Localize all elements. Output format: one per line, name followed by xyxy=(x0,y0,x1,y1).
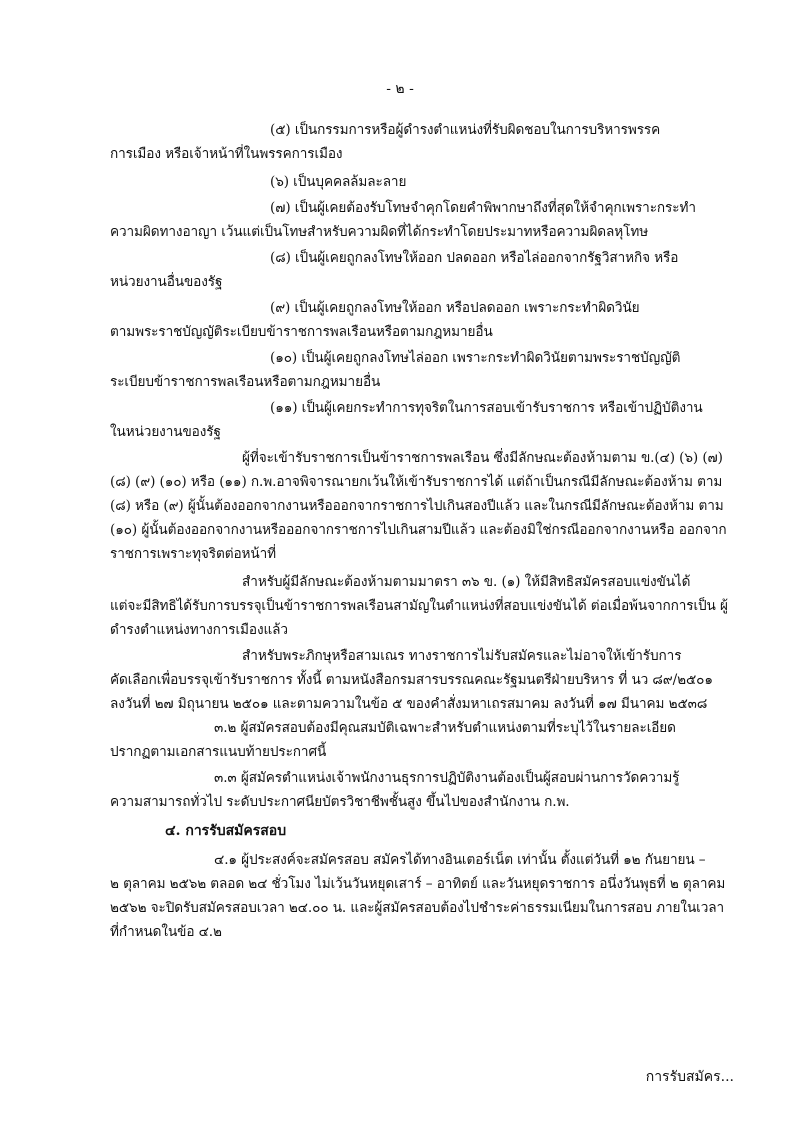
paragraph-body: คัดเลือกเพื่อบรรจุเข้ารับราชการ ทั้งนี้ ตามหนังสือกรมสารบรรณคณะรัฐมนตรีฝ่ายบริหาร ที่ นว ๘๙/๒๕๐๑ ลงวันที่ ๒๗ มิถุนายน ๒๕๐๑ และตามความในข้อ ๕ ของคำสั่งมหาเถรสมาคม ลงวันที่ ๑๗ มีนาคม ๒๕๓๘ xyxy=(110,672,713,712)
paragraph-first-line: ๓.๓ ผู้สมัครตำแหน่งเจ้าพนักงานธุรการปฏิบัติงานต้องเป็นผู้สอบผ่านการวัดความรู้ xyxy=(214,770,680,786)
paragraph-first-line: สำหรับผู้มีลักษณะต้องห้ามตามมาตรา ๓๖ ข. (๑) ให้มีสิทธิสมัครสอบแข่งขันได้ xyxy=(242,574,691,590)
item-continuation: ในหน่วยงานของรัฐ xyxy=(110,424,221,440)
paragraph-exemption xyxy=(110,446,730,566)
paragraph-body: แต่จะมีสิทธิได้รับการบรรจุเป็นข้าราชการพลเรือนสามัญในตำแหน่งที่สอบแข่งขันได้ ต่อเมื่อพ้นจากการเป็น ผู้ดำรงตำแหน่งทางการเมืองแล้ว xyxy=(110,598,728,638)
item-first-line: (๑๑) เป็นผู้เคยกระทำการทุจริตในการสอบเข้ารับราชการ หรือเข้าปฏิบัติงาน xyxy=(270,400,703,416)
paragraph-4-1 xyxy=(110,848,730,944)
list-item xyxy=(110,196,730,244)
item-continuation: หน่วยงานอื่นของรัฐ xyxy=(110,274,223,290)
item-first-line: (๖) เป็นบุคคลล้มละลาย xyxy=(270,174,407,190)
paragraph-3-2 xyxy=(110,716,730,764)
paragraph-first-line: ผู้ที่จะเข้ารับราชการเป็นข้าราชการพลเรือน ซึ่งมีลักษณะต้องห้ามตาม ข.(๔) (๖) (๗) xyxy=(242,450,723,466)
item-first-line: (๙) เป็นผู้เคยถูกลงโทษให้ออก หรือปลดออก เพราะกระทำผิดวินัย xyxy=(270,300,640,316)
paragraph-3-3 xyxy=(110,766,730,814)
list-item xyxy=(110,246,730,294)
list-item xyxy=(110,118,730,166)
item-first-line: (๑๐) เป็นผู้เคยถูกลงโทษไล่ออก เพราะกระทำผิดวินัยตามพระราชบัญญัติ xyxy=(270,350,681,366)
item-first-line: (๕) เป็นกรรมการหรือผู้ดำรงตำแหน่งที่รับผิดชอบในการบริหารพรรค xyxy=(270,122,661,138)
paragraph-body: ปรากฏตามเอกสารแนบท้ายประกาศนี้ xyxy=(110,744,327,760)
list-item xyxy=(110,346,730,394)
item-continuation: ตามพระราชบัญญัติระเบียบข้าราชการพลเรือนหรือตามกฎหมายอื่น xyxy=(110,324,493,340)
paragraph-political-position xyxy=(110,570,730,642)
list-item xyxy=(110,170,730,194)
list-item xyxy=(110,396,730,444)
page-number: - ๒ - xyxy=(386,81,414,97)
paragraph-first-line: ๓.๒ ผู้สมัครสอบต้องมีคุณสมบัติเฉพาะสำหรับตำแหน่งตามที่ระบุไว้ในรายละเอียด xyxy=(214,720,676,736)
paragraph-first-line: สำหรับพระภิกษุหรือสามเณร ทางราชการไม่รับสมัครและไม่อาจให้เข้ารับการ xyxy=(242,648,682,664)
paragraph-body: ความสามารถทั่วไป ระดับประกาศนียบัตรวิชาชีพชั้นสูง ขึ้นไปของสำนักงาน ก.พ. xyxy=(110,794,570,810)
section-heading: ๔. การรับสมัครสอบ xyxy=(165,823,287,839)
continuation-footer: การรับสมัคร... xyxy=(645,1069,734,1085)
item-continuation: ความผิดทางอาญา เว้นแต่เป็นโทษสำหรับความผิดที่ได้กระทำโดยประมาทหรือความผิดลหุโทษ xyxy=(110,224,649,240)
paragraph-body: (๘) (๙) (๑๐) หรือ (๑๑) ก.พ.อาจพิจารณายกเว้นให้เข้ารับราชการได้ แต่ถ้าเป็นกรณีมีลักษณะต้องห้าม ตาม (๘) หรือ (๙) ผู้นั้นต้องออกจากงานหรือออกจากราชการไปเกินสองปีแล้ว และในกรณีมีลักษณะต้องห้าม ตาม (๑๐) ผู้นั้นต้องออกจากงานหรือออกจากราชการไปเกินสามปีแล้ว และต้องมิใช่กรณีออกจากงานหรือ ออกจากราชการเพราะทุจริตต่อหน้าที่ xyxy=(110,474,727,562)
item-first-line: (๘) เป็นผู้เคยถูกลงโทษให้ออก ปลดออก หรือไล่ออกจากรัฐวิสาหกิจ หรือ xyxy=(270,250,679,266)
item-continuation: ระเบียบข้าราชการพลเรือนหรือตามกฎหมายอื่น xyxy=(110,374,381,390)
paragraph-first-line: ๔.๑ ผู้ประสงค์จะสมัครสอบ สมัครได้ทางอินเตอร์เน็ต เท่านั้น ตั้งแต่วันที่ ๑๒ กันยายน – xyxy=(214,852,706,868)
list-item xyxy=(110,296,730,344)
paragraph-monks xyxy=(110,644,730,716)
paragraph-body: ๒ ตุลาคม ๒๕๖๒ ตลอด ๒๔ ชั่วโมง ไม่เว้นวันหยุดเสาร์ – อาทิตย์ และวันหยุดราชการ อนึ่งวันพุธที่ ๒ ตุลาคม ๒๕๖๒ จะปิดรับสมัครสอบเวลา ๒๔.๐๐ น. และผู้สมัครสอบต้องไปชำระค่าธรรมเนียมในการสอบ ภายในเวลาที่กำหนดในข้อ ๔.๒ xyxy=(110,876,726,940)
item-first-line: (๗) เป็นผู้เคยต้องรับโทษจำคุกโดยคำพิพากษาถึงที่สุดให้จำคุกเพราะกระทำ xyxy=(270,200,696,216)
item-continuation: การเมือง หรือเจ้าหน้าที่ในพรรคการเมือง xyxy=(110,146,343,162)
